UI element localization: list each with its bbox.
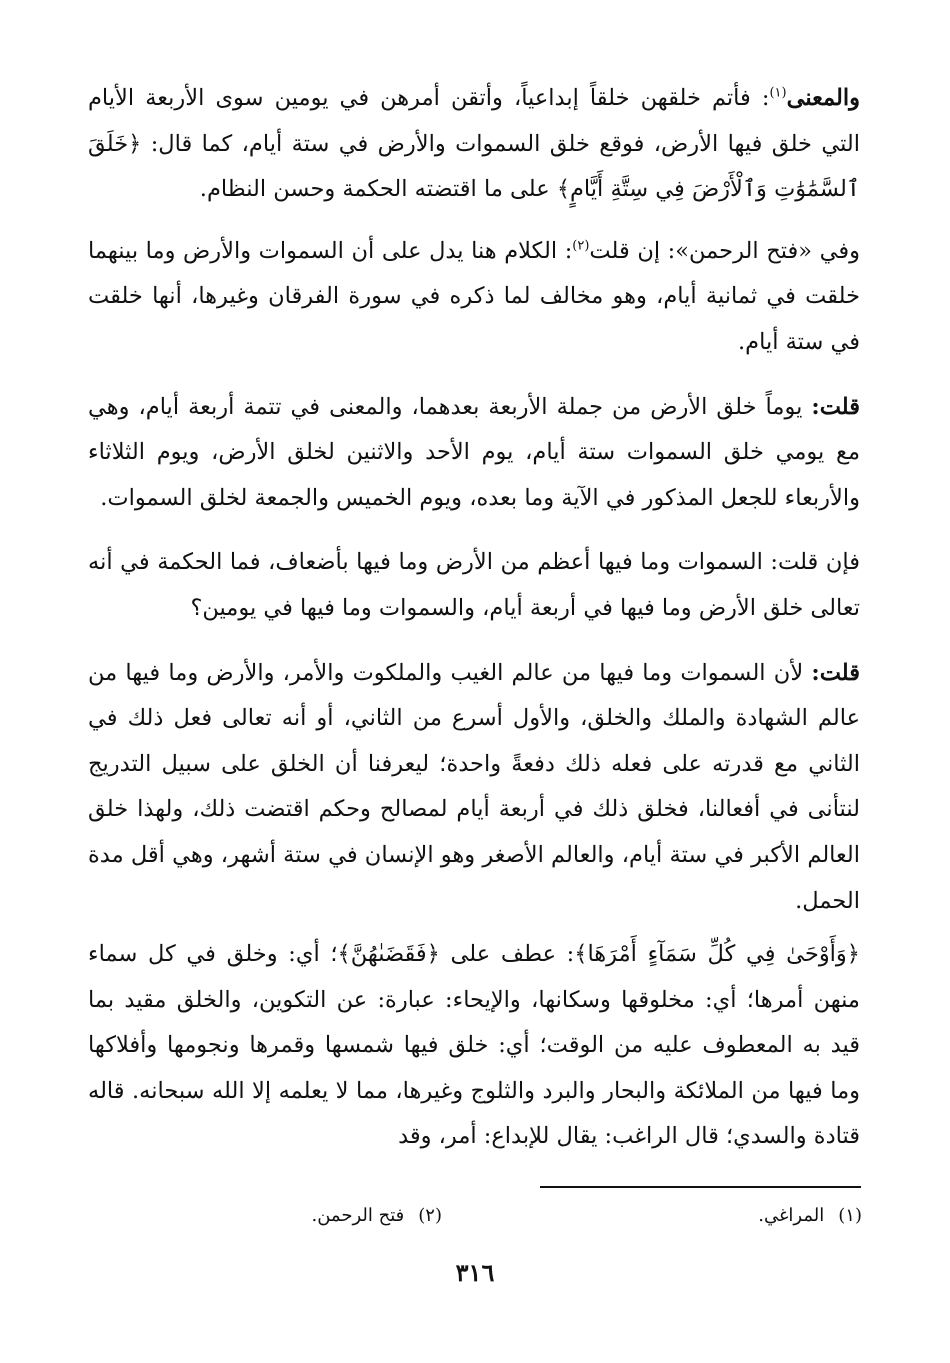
paragraph-6 xyxy=(88,932,860,1160)
footnote-ref-1[interactable]: (١) xyxy=(769,85,787,101)
paragraph-lead: قلت: xyxy=(811,659,860,686)
paragraph-5 xyxy=(88,651,860,925)
footnote-2 xyxy=(312,1202,443,1230)
paragraph-text: : فأتم خلقهن خلقاً إبداعياً، وأتقن أمرهن في يومين سوى الأربعة الأيام التي خلق فيها الأرض، فوقع خلق السموات والأرض في ستة أيام، كما قال: xyxy=(88,85,860,157)
page-number: ٣١٦ xyxy=(455,1258,495,1287)
paragraph-lead: قلت: xyxy=(811,393,860,420)
paragraph-2 xyxy=(88,229,860,366)
footnote-ref-2[interactable]: (٢) xyxy=(572,238,590,254)
quran-quote: ﴿فَقَضَىٰهُنَّ﴾ xyxy=(337,941,440,968)
footnote-text: المراغي. xyxy=(758,1205,825,1226)
footnote-1 xyxy=(758,1202,862,1230)
footnote-divider xyxy=(540,1186,861,1188)
paragraph-text: يوماً خلق الأرض من جملة الأربعة بعدهما، والمعنى في تتمة أربعة أيام، وهي مع يومي خلق السموات ستة أيام، يوم الأحد والاثنين لخلق الأرض، ويوم الثلاثاء والأربعاء للجعل المذكور في الآية وما بعده، ويوم الخميس والجمعة لخلق السموات. xyxy=(88,393,860,511)
paragraph-tail: على ما اقتضته الحكمة وحسن النظام. xyxy=(199,176,557,203)
paragraph-text: : عطف على xyxy=(439,941,575,968)
paragraph-tail: ؛ أي: وخلق في كل سماء منهن أمرها؛ أي: مخلوقها وسكانها، والإيحاء: عبارة: عن التكوين، والخلق مقيد بما قيد به المعطوف عليه من الوقت؛ أي: خلق فيها شمسها وقمرها ونجومها وأفلاكها وما فيها من الملائكة والبحار والبرد والثلوج وغيرها، مما لا يعلمه إلا الله سبحانه. قاله قتادة والسدي؛ قال الراغب: يقال للإبداع: أمر، وقد xyxy=(88,941,860,1150)
paragraph-text: لأن السموات وما فيها من عالم الغيب والملكوت والأمر، والأرض وما فيها من عالم الشهادة والملك والخلق، والأول أسرع من الثاني، أو أنه تعالى فعل ذلك في الثاني مع قدرته على فعله ذلك دفعةً واحدة؛ ليعرفنا أن الخلق على سبيل التدريج لنتأنى في أفعالنا، فخلق ذلك في أربعة أيام لمصالح وحكم اقتضت ذلك، ولهذا خلق العالم الأكبر في ستة أيام، والعالم الأصغر وهو الإنسان في ستة أشهر، وهي أقل مدة الحمل. xyxy=(88,659,860,914)
quran-quote: ﴿خَلَقَ ٱلسَّمَٰوَٰتِ وَٱلْأَرْضَ فِي سِتَّةِ أَيَّامٍ﴾ xyxy=(88,130,860,203)
footnote-number: (٢) xyxy=(418,1205,442,1226)
paragraph-lead: والمعنى xyxy=(786,85,860,111)
paragraph-text: فإن قلت: السموات وما فيها أعظم من الأرض وما فيها بأضعاف، فما الحكمة في أنه تعالى خلق الأرض وما فيها في أربعة أيام، والسموات وما فيها في يومين؟ xyxy=(88,549,860,621)
paragraph-text: وفي «فتح الرحمن»: إن قلت xyxy=(589,237,860,264)
quran-quote: ﴿وَأَوْحَىٰ فِي كُلِّ سَمَآءٍ أَمْرَهَا﴾ xyxy=(574,941,860,968)
paragraph-text: : الكلام هنا يدل على أن السموات والأرض وما بينهما خلقت في ثمانية أيام، وهو مخالف لما ذكره في سورة الفرقان وغيرها، أنها خلقت في ستة أيام. xyxy=(88,237,860,355)
paragraph-3 xyxy=(88,385,860,522)
footnote-text: فتح الرحمن. xyxy=(311,1205,405,1226)
footnote-number: (١) xyxy=(838,1205,862,1226)
page-body xyxy=(88,76,860,1160)
paragraph-1 xyxy=(88,76,860,213)
paragraph-4 xyxy=(88,540,860,631)
